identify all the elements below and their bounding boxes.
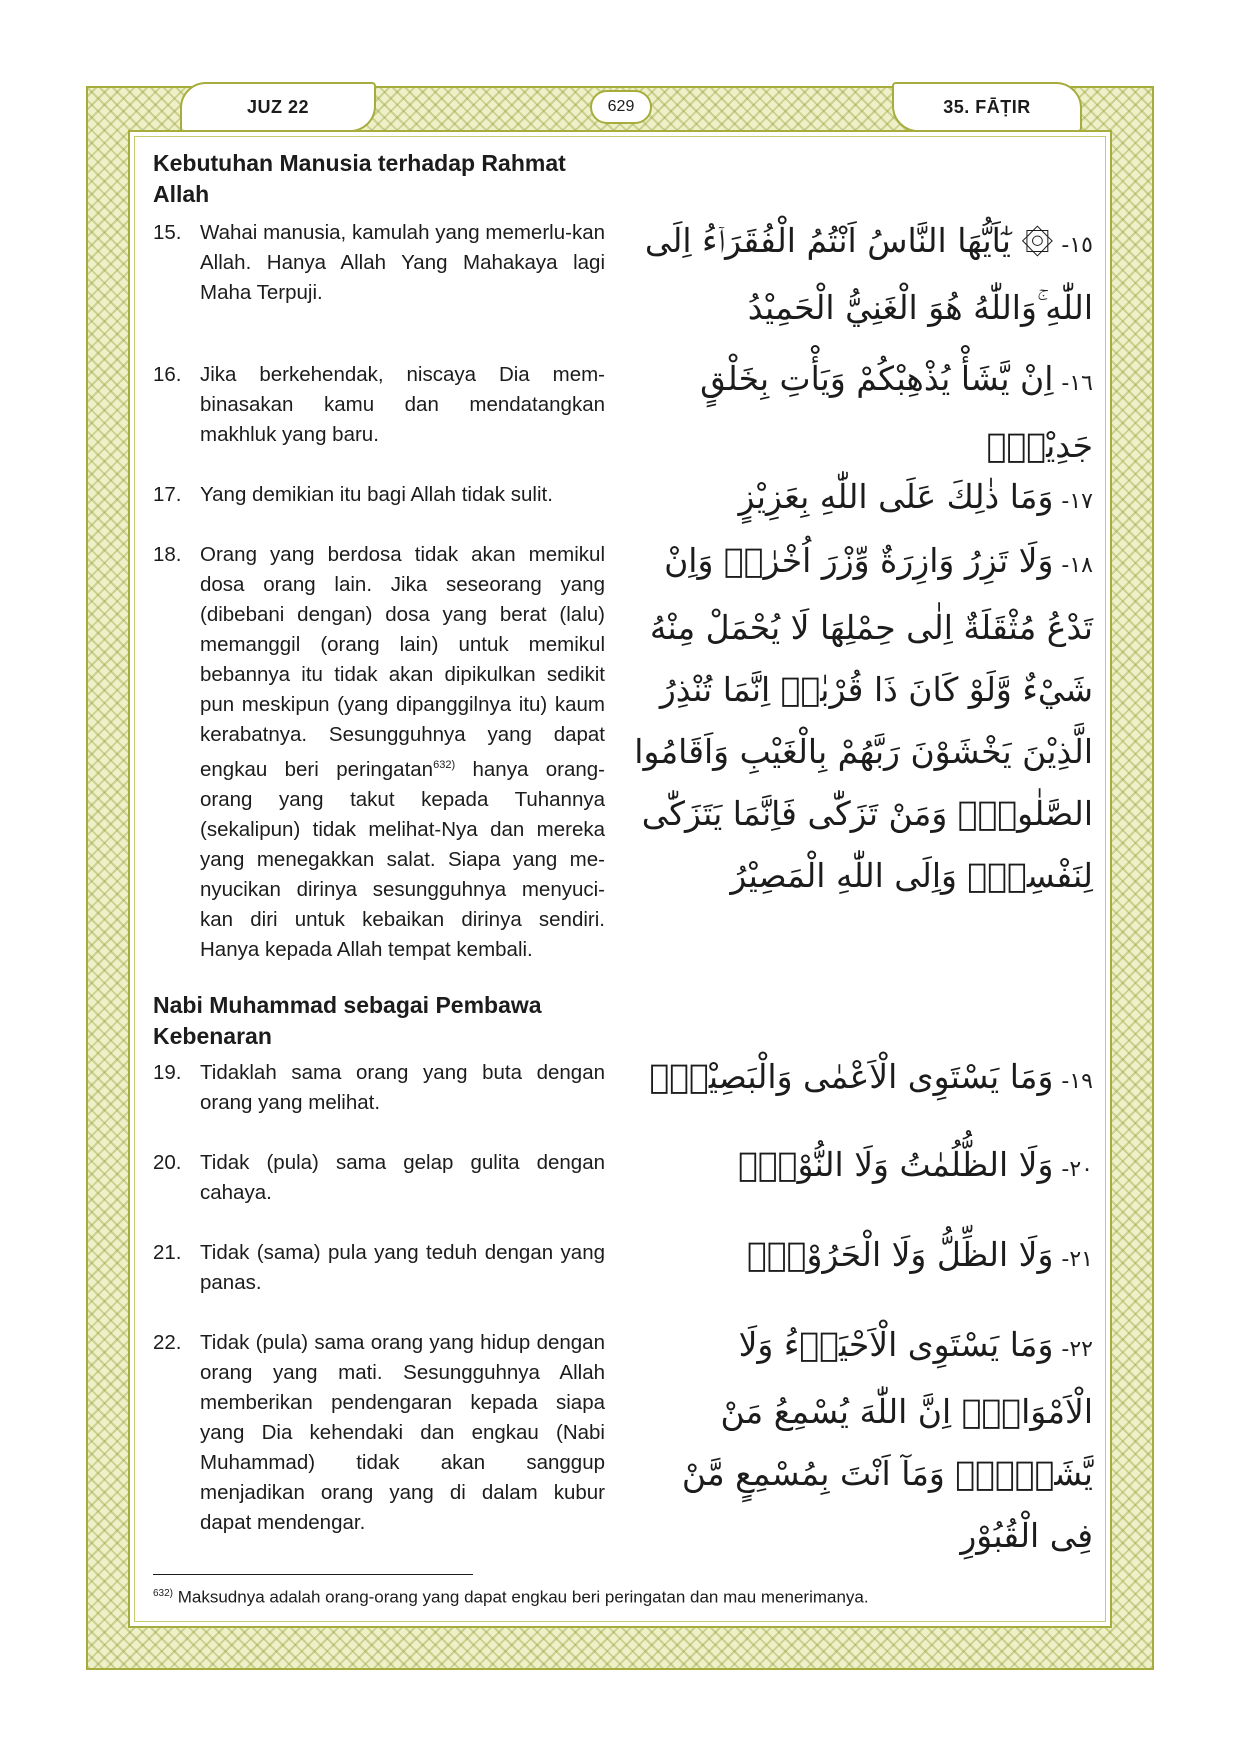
verse-number: 15. — [153, 221, 182, 244]
verse-number: 20. — [153, 1151, 182, 1174]
verse-translation — [153, 1148, 605, 1208]
footnote — [153, 1582, 1053, 1610]
verse-translation — [153, 540, 605, 965]
arabic-verse-number: ٢١- — [1061, 1247, 1093, 1272]
verse-arabic — [631, 348, 1093, 477]
arabic-verse-number: ١٥- — [1061, 233, 1093, 258]
page-content — [153, 146, 1093, 1566]
arabic-text: وَمَا يَسْتَوِى الْاَعْمٰى وَالْبَصِيْرُۙ — [649, 1057, 1054, 1096]
footnote-marker: 632) — [153, 1588, 174, 1599]
translation-text: Tidak (sama) pula yang teduh dengan yang panas. — [200, 1241, 605, 1294]
verse-translation — [153, 480, 605, 510]
arabic-text: وَمَا ذٰلِكَ عَلَى اللّٰهِ بِعَزِيْزٍ — [738, 477, 1054, 516]
translation-text: Wahai manusia, kamulah yang memerlu-kan Allah. Hanya Allah Yang Mahakaya lagi Maha Terpuji. — [200, 221, 605, 304]
verse-translation — [153, 360, 605, 450]
verse-arabic — [631, 1134, 1093, 1201]
section-heading: Kebutuhan Manusia terhadap Rahmat Allah — [153, 150, 566, 207]
verse-number: 19. — [153, 1061, 182, 1084]
verse-number: 18. — [153, 543, 182, 566]
arabic-verse-number: ١٧- — [1061, 489, 1093, 514]
translation-part: hanya orang-orang yang takut kepada Tuhannya (sekalipun) tidak melihat-Nya dan mereka yang menegakkan salat. Siapa yang me-nyucikan dirinya sesungguhnya menyuci-kan diri untuk kebaikan dirinya sendiri. Hanya kepada Allah tempat kembali. — [200, 757, 605, 961]
verse-arabic — [631, 1224, 1093, 1291]
arabic-text: اِنْ يَّشَأْ يُذْهِبْكُمْ وَيَأْتِ بِخَلْقٍ جَدِيْدٍۚ — [700, 359, 1093, 465]
juz-label: JUZ 22 — [180, 82, 376, 132]
translation-text: Jika berkehendak, niscaya Dia mem-binasakan kamu dan mendatangkan makhluk yang baru. — [200, 363, 605, 446]
arabic-text: ۞ يٰٓاَيُّهَا النَّاسُ اَنْتُمُ الْفُقَرَاۤءُ اِلَى اللّٰهِ ۚوَاللّٰهُ هُوَ الْغَنِيُّ الْحَمِيْدُ — [644, 221, 1093, 327]
verse-number: 16. — [153, 363, 182, 386]
verse-translation — [153, 218, 605, 308]
verse-translation — [153, 1058, 605, 1118]
surah-label: 35. FĀṬIR — [892, 82, 1082, 132]
footnote-text: Maksudnya adalah orang-orang yang dapat engkau beri peringatan dan mau menerimanya. — [173, 1587, 869, 1607]
verse-arabic — [631, 466, 1093, 533]
verse-number: 17. — [153, 483, 182, 506]
section-heading: Nabi Muhammad sebagai Pembawa Kebenaran — [153, 992, 542, 1049]
translation-part: Orang yang berdosa tidak akan memikul dosa orang lain. Jika seseorang yang (dibebani dengan) dosa yang berat (lalu) memanggil (orang lain) untuk memikul bebannya itu tidak akan dipikulkan sedikit pun meskipun (yang dipanggilnya itu) kaum kerabatnya. Sesungguhnya yang dapat engkau beri peringatan — [200, 543, 605, 781]
translation-text: Yang demikian itu bagi Allah tidak sulit. — [200, 483, 553, 506]
verse-translation — [153, 1328, 605, 1538]
arabic-text: وَلَا تَزِرُ وَازِرَةٌ وِّزْرَ اُخْرٰىۗ وَاِنْ تَدْعُ مُثْقَلَةٌ اِلٰى حِمْلِهَا لَا يُحْمَلْ مِنْهُ شَيْءٌ وَّلَوْ كَانَ ذَا قُرْبٰىۗ اِنَّمَا تُنْذِرُ الَّذِيْنَ يَخْشَوْنَ رَبَّهُمْ بِالْغَيْبِ وَاَقَامُوا الصَّلٰوةَۗ وَمَنْ تَزَكّٰى فَاِنَّمَا يَتَزَكّٰى لِنَفْسِهٖۗ وَاِلَى اللّٰهِ الْمَصِيْرُ — [634, 541, 1093, 895]
verse-arabic — [631, 1314, 1093, 1567]
translation-text: Tidak (pula) sama gelap gulita dengan cahaya. — [200, 1151, 605, 1204]
verse-arabic — [631, 1046, 1093, 1113]
arabic-verse-number: ٢٠- — [1061, 1157, 1093, 1182]
verse-number: 21. — [153, 1241, 182, 1264]
translation-text: Tidaklah sama orang yang buta dengan orang yang melihat. — [200, 1061, 605, 1114]
translation-text — [200, 540, 605, 965]
arabic-verse-number: ١٨- — [1061, 553, 1093, 578]
verse-arabic — [631, 210, 1093, 339]
verse-number: 22. — [153, 1331, 182, 1354]
arabic-text: وَلَا الظُّلُمٰتُ وَلَا النُّوْرُۙ — [738, 1145, 1054, 1184]
arabic-verse-number: ١٩- — [1061, 1069, 1093, 1094]
footnote-separator — [153, 1574, 473, 1575]
arabic-verse-number: ٢٢- — [1061, 1337, 1093, 1362]
footnote-reference[interactable]: 632) — [433, 759, 456, 771]
arabic-text: وَلَا الظِّلُّ وَلَا الْحَرُوْرُۚ — [747, 1235, 1054, 1274]
arabic-text: وَمَا يَسْتَوِى الْاَحْيَاۤءُ وَلَا الْاَمْوَاتُۗ اِنَّ اللّٰهَ يُسْمِعُ مَنْ يَّشَاۤءُۚ وَمَآ اَنْتَ بِمُسْمِعٍ مَّنْ فِى الْقُبُوْرِ — [681, 1325, 1093, 1555]
verse-arabic — [631, 530, 1093, 907]
translation-text: Tidak (pula) sama orang yang hidup dengan orang yang mati. Sesungguhnya Allah memberikan pendengaran kepada siapa yang Dia kehendaki dan engkau (Nabi Muhammad) tidak akan sanggup menjadikan orang yang di dalam kubur dapat mendengar. — [200, 1331, 605, 1534]
verse-translation — [153, 1238, 605, 1298]
page-number: 629 — [590, 90, 652, 124]
arabic-verse-number: ١٦- — [1061, 371, 1093, 396]
